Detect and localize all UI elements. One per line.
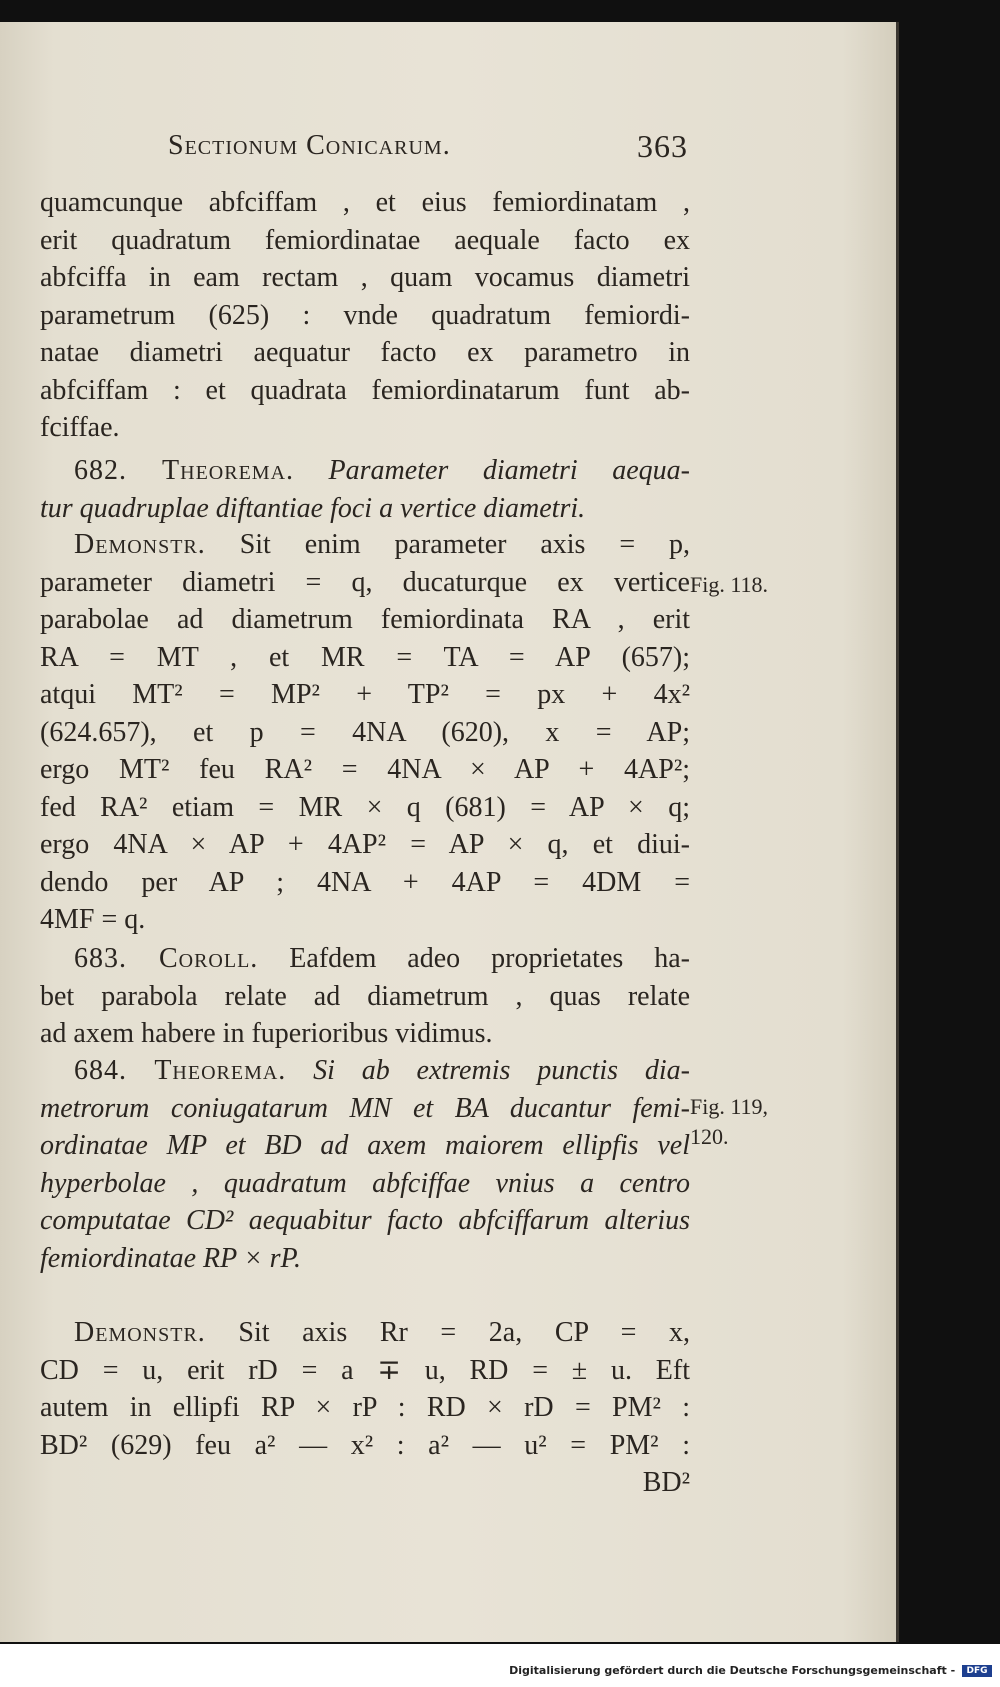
- text-line: [40, 452, 690, 490]
- text-line: [40, 1052, 690, 1090]
- margin-note-fig: 120.: [690, 1124, 729, 1149]
- theorem-684: [40, 1052, 690, 1277]
- corollary-683: [40, 940, 690, 1053]
- section-lead: 684. Theorema.: [74, 1055, 287, 1086]
- theorem-text: tur quadruplae diftantiae foci a vertice diametri.: [40, 492, 586, 524]
- theorem-text: ordinatae MP et BD ad axem maiorem ellipfis vel: [40, 1130, 690, 1161]
- credit-text: Digitalisierung gefördert durch die Deutsche Forschungsgemeinschaft -: [509, 1664, 956, 1677]
- demo-text: Sit enim parameter axis = p,: [239, 529, 691, 560]
- text-line: fciffae.: [40, 412, 120, 443]
- text-line: abfciffam : et quadrata femiordinatarum funt ab-: [40, 374, 690, 406]
- section-lead: Demonstr.: [74, 1317, 206, 1348]
- theorem-text: Si ab extremis punctis dia-: [313, 1055, 691, 1086]
- running-header: [168, 130, 688, 162]
- text-line: natae diametri aequatur facto ex parametro in: [40, 337, 690, 368]
- text-line: CD = u, erit rD = a ∓ u, RD = ± u. Eft: [40, 1354, 690, 1386]
- text-line: bet parabola relate ad diametrum , quas relate: [40, 980, 690, 1012]
- theorem-682: [40, 452, 690, 527]
- theorem-text: metrorum coniugatarum MN et BA ducantur femi-: [40, 1092, 690, 1124]
- theorem-text: hyperbolae , quadratum abfciffae vnius a centro: [40, 1167, 690, 1199]
- theorem-text: computatae CD² aequabitur facto abfciffarum alterius: [40, 1205, 690, 1236]
- text-line: erit quadratum femiordinatae aequale facto ex: [40, 224, 690, 256]
- text-line: ergo MT² feu RA² = 4NA × AP + 4AP²;: [40, 754, 690, 785]
- text-line: RA = MT , et MR = TA = AP (657);: [40, 641, 690, 673]
- text-line: BD² (629) feu a² — x² : a² — u² = PM² :: [40, 1429, 690, 1461]
- text-line: dendo per AP ; 4NA + 4AP = 4DM =: [40, 866, 690, 898]
- corollary-text: Eafdem adeo proprietates ha-: [289, 943, 691, 974]
- theorem-text: femiordinatae RP × rP.: [40, 1242, 302, 1274]
- text-line: parameter diametri = q, ducaturque ex vertice: [40, 566, 690, 598]
- book-page: [0, 22, 899, 1642]
- text-line: [40, 1314, 690, 1352]
- text-line: BD²: [642, 1467, 690, 1498]
- text-line: ergo 4NA × AP + 4AP² = AP × q, et diui-: [40, 829, 690, 860]
- margin-note-fig: Fig. 118.: [690, 572, 769, 597]
- text-line: autem in ellipfi RP × rP : RD × rD = PM² :: [40, 1392, 690, 1423]
- page-number: 363: [637, 128, 688, 164]
- text-line: [40, 526, 690, 564]
- text-line: parabolae ad diametrum femiordinata RA , erit: [40, 604, 690, 635]
- dfg-logo: DFG: [962, 1665, 992, 1677]
- digitization-credit: [509, 1664, 992, 1677]
- text-line: abfciffa in eam rectam , quam vocamus diametri: [40, 262, 690, 293]
- demo-text: Sit axis Rr = 2a, CP = x,: [238, 1317, 690, 1348]
- demonstration-684: [40, 1314, 690, 1502]
- section-lead: Demonstr.: [74, 529, 206, 560]
- text-line: quamcunque abfciffam , et eius femiordinatam ,: [40, 187, 690, 218]
- text-line: [40, 940, 690, 978]
- section-lead: 683. Coroll.: [74, 943, 259, 974]
- theorem-text: Parameter diametri aequa-: [328, 455, 690, 486]
- text-line: ad axem habere in fuperioribus vidimus.: [40, 1018, 493, 1049]
- text-line: atqui MT² = MP² + TP² = px + 4x²: [40, 679, 690, 710]
- text-line: fed RA² etiam = MR × q (681) = AP × q;: [40, 791, 690, 823]
- running-title: Sectionum Conicarum.: [168, 130, 451, 161]
- section-lead: 682. Theorema.: [74, 455, 295, 486]
- text-line: 4MF = q.: [40, 904, 146, 935]
- text-line: parametrum (625) : vnde quadratum femiordi-: [40, 299, 690, 331]
- margin-note-fig: Fig. 119,: [690, 1094, 769, 1119]
- paragraph-continuation: [40, 184, 690, 447]
- text-line: (624.657), et p = 4NA (620), x = AP;: [40, 716, 690, 748]
- demonstration-682: [40, 526, 690, 939]
